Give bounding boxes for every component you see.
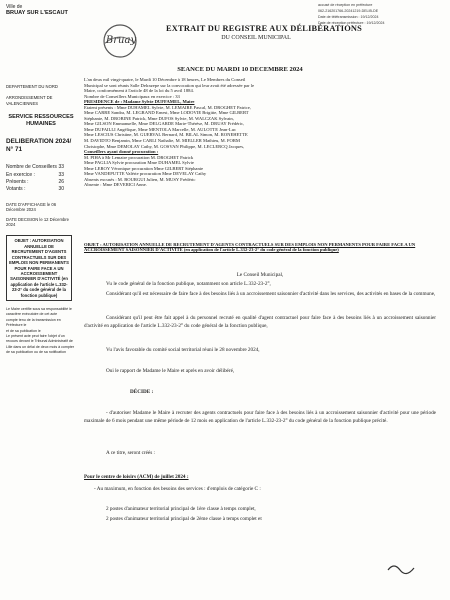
legal-note: Le Maire certifie sous sa responsabilité le caractère exécutoire de cet acte <box>6 306 72 317</box>
affichage-date: DATE D'AFFICHAGE le 06 Décembre 2024 <box>6 201 57 213</box>
count-label: Présents : <box>6 179 29 186</box>
departement-label: DEPARTEMENT DU NORD <box>6 84 58 89</box>
intro-line: Stéphanie, M. DROBINE Patrick, Mme DUFOS Sylvie, M. WALCZAK Sylvain, <box>84 115 234 121</box>
deliberation-label <box>6 138 76 154</box>
stamp-line: Date de réception préfecture : 19/12/2024 <box>318 21 385 25</box>
reception-stamp <box>318 2 446 26</box>
legal-note: et de sa publication le <box>6 328 41 333</box>
legal-note: compte tenu de la transmission en Préfecture le <box>6 317 61 328</box>
procuration-heading: Conseillers ayant donné procuration : <box>84 149 159 155</box>
bruay-logo-icon <box>92 22 150 60</box>
procuration-line: M. PIHA à Mr Lemaire procuration M. DROGHET Patrick <box>84 154 194 160</box>
intro-line: Municipal se sont réunis Salle Delrazepe sur la convocation qui leur avait été adressée par le <box>84 82 255 88</box>
count-row <box>6 164 64 171</box>
animation-line: - Au maximum, en fonction des besoins des services : d'emplois de catégorie C : <box>94 486 261 492</box>
procuration-line: Mme VANDEPUTTE Valérie procuration Mme DEVELAY Cathy <box>84 171 207 177</box>
count-label: Votants : <box>6 186 26 193</box>
absents-line: Absents excusés : M. BOURGUI Julien, M. MUSY Frédéric <box>84 176 196 182</box>
decision-date: DATE DECISION le 12 Décembre 2024 <box>6 216 69 228</box>
service-label: SERVICE RESSOURCES HUMAINES <box>8 114 74 128</box>
count-label: En exercice : <box>6 171 35 178</box>
objet-summary-box: OBJET : AUTORISATION ANNUELLE DE RECRUTEMENT D'AGENTS CONTRACTUELS SUR DES EMPLOIS NON PERMANENTS POUR FAIRE FACE A UN ACCROISSEMENT SAISONNIER D'ACTIVITÉ (en application de l'article L.332-23-2° du code général de la fonction publique) <box>6 235 72 300</box>
vu-code-paragraph: Vu le code général de la fonction publique, notamment son article L.332-23-2°, <box>106 281 271 287</box>
vu-avis-paragraph: Vu l'avis favorable du comité social territorial réuni le 28 novembre 2024, <box>106 347 260 353</box>
left-column <box>6 84 76 356</box>
stamp-line: 062-216201766-20241219-DELIB-DE <box>318 9 379 13</box>
intro-line: Etaient présents : Mme DUHAMEL Sylvie, M. LEMAIRE Pascal, M. DROGHET Patrice, <box>84 104 251 110</box>
arrondissement-label: ARRONDISSEMENT DE VALENCIENNES <box>6 95 53 106</box>
intro-line: Mme GILSON Emmanuelle, Mme DELGARDE Marie-Thérèse, M. DRUAY Frédéric, <box>84 121 245 127</box>
count-value: 33 <box>58 171 64 178</box>
intro-line: L'an deux mil vingt-quatre, le Mardi 10 Décembre à 18 heures, Le Membres du Conseil <box>84 77 246 82</box>
count-row <box>6 186 64 193</box>
deliberation-number: N° 71 <box>6 146 23 154</box>
seance-date: SEANCE DU MARDI 10 DECEMBRE 2024 <box>177 66 303 73</box>
counts-block <box>6 164 76 194</box>
legal-notes <box>6 307 76 356</box>
oui-paragraph: Oui le rapport de Madame le Maire et après en avoir délibéré, <box>106 368 235 374</box>
count-value: 30 <box>58 186 64 193</box>
intro-line: M. DAVIDTO Benjamin, Mme CARLI Nathalie, M. MIELLER Mathieu, M. FORM <box>84 138 241 144</box>
council-label: Le Conseil Municipal, <box>236 272 284 278</box>
intro-line: Mme CARRE Sandra, M. LEGRAND Ernest, Mme LODOVIE Brigitte, Mme GILBERT <box>84 110 249 116</box>
page-title: EXTRAIT DU REGISTRE AUX DÉLIBÉRATIONS <box>166 24 363 33</box>
intro-line: Maire, conformément à l'article 48 de la loi du 5 avril 1884. <box>84 88 194 94</box>
procuration-line: Mme PAGLIA Sylvie procuration Mme DUHAMEL Sylvie <box>84 160 194 166</box>
intro-block <box>84 77 436 188</box>
intro-line: Christophe, Mme DEMOLAY Cathy, M. GOSVAN Philippe, M. LECLERCQ Jacques, <box>84 143 245 149</box>
count-row <box>6 172 64 179</box>
considerant-paragraph-1: Considérant qu'il est nécessaire de faire face à des besoins liés à un accroissement saisonnier d'activité dans les services, des activités en bases de la commune, <box>106 291 436 297</box>
logo-text: Bruay <box>105 35 137 46</box>
count-value: 33 <box>58 164 64 171</box>
intro-line: Mme DUFAILLI Angélique, Mme MENTOLA Marcelle, M. AULOTTE Jean-Luc <box>84 126 237 132</box>
objet-heading: OBJET : AUTORISATION ANNUELLE DE RECRUTEMENT D'AGENTS CONTRACTUELS SUR DES EMPLOIS NON PERMANENTS POUR FAIRE FACE A UN ACCROISSEMENT SAISONNIER D'ACTIVITE (en application de l'article L.332-23-2° du code général de la fonction publique) <box>84 242 416 253</box>
commune-block <box>6 4 74 16</box>
intro-line: Nombre de Conseillers Municipaux en exercice : 33 <box>84 93 180 99</box>
absente-line: Absente : Mme DEVERICI Anne. <box>84 182 147 188</box>
count-row <box>6 179 64 186</box>
count-label: Nombre de Conseillers <box>6 164 57 171</box>
stamp-line: accusé de réception en préfecture <box>318 3 373 7</box>
legal-note: Le présent acte peut faire l'objet d'un recours devant le Tribunal Administratif de Lille dans un délai de deux mois à compter de sa publication ou de sa notification <box>6 333 75 355</box>
postes-line-1: 2 postes d'animateur territorial principal de 1ère classe à temps complet, <box>106 506 256 512</box>
handwritten-mark-icon <box>386 560 416 579</box>
deliberation-year: DELIBERATION 2024/ <box>6 138 72 146</box>
count-value: 26 <box>58 179 64 186</box>
presidence-line: PRESIDENCE de : Madame Sylvie DUFFAMEL, Maire <box>84 99 195 105</box>
postes-line-2: 2 postes d'animateur territorial principal de 2ème classe à temps complet et <box>106 516 262 522</box>
autorise-paragraph: - d'autoriser Madame le Maire à recruter des agents contractuels pour faire face à des besoins liés à un accroissement saisonnier d'activité pour une période maximale de 6 mois pendant une même période de 12 mois en application de l'article L.332-23-2° du code général de la fonction publique précité. <box>84 410 436 424</box>
procuration-line: Mme LEROY Véronique procuration Mme GILBERT Stéphanie <box>84 165 204 171</box>
creer-line: A ce titre, seront créés : <box>106 450 155 456</box>
intro-line: Mme LESCIUS Christine, M. GUERVAL Bernard, M. BILAL Simon, M. RONEHETTE <box>84 132 248 138</box>
page-subtitle: DU CONSEIL MUNICIPAL <box>221 35 291 41</box>
considerant-paragraph-2: Considérant qu'il peut être fait appel à du personnel recruté en qualité d'agent contractuel pour faire face à des besoins liés à un accroissement saisonnier d'activité en application de l'article L.332-23-2° du code général de la fonction publique, <box>84 315 436 329</box>
decide-label: DÉCIDE : <box>130 389 154 395</box>
commune-name: BRUAY SUR L'ESCAUT <box>6 10 68 16</box>
centre-heading: Pour le centre de loisirs (ACM) de juillet 2024 : <box>84 474 189 480</box>
ville-label: Ville de <box>6 4 23 10</box>
stamp-line: Date de télétransmission : 19/12/2024 <box>318 15 379 19</box>
